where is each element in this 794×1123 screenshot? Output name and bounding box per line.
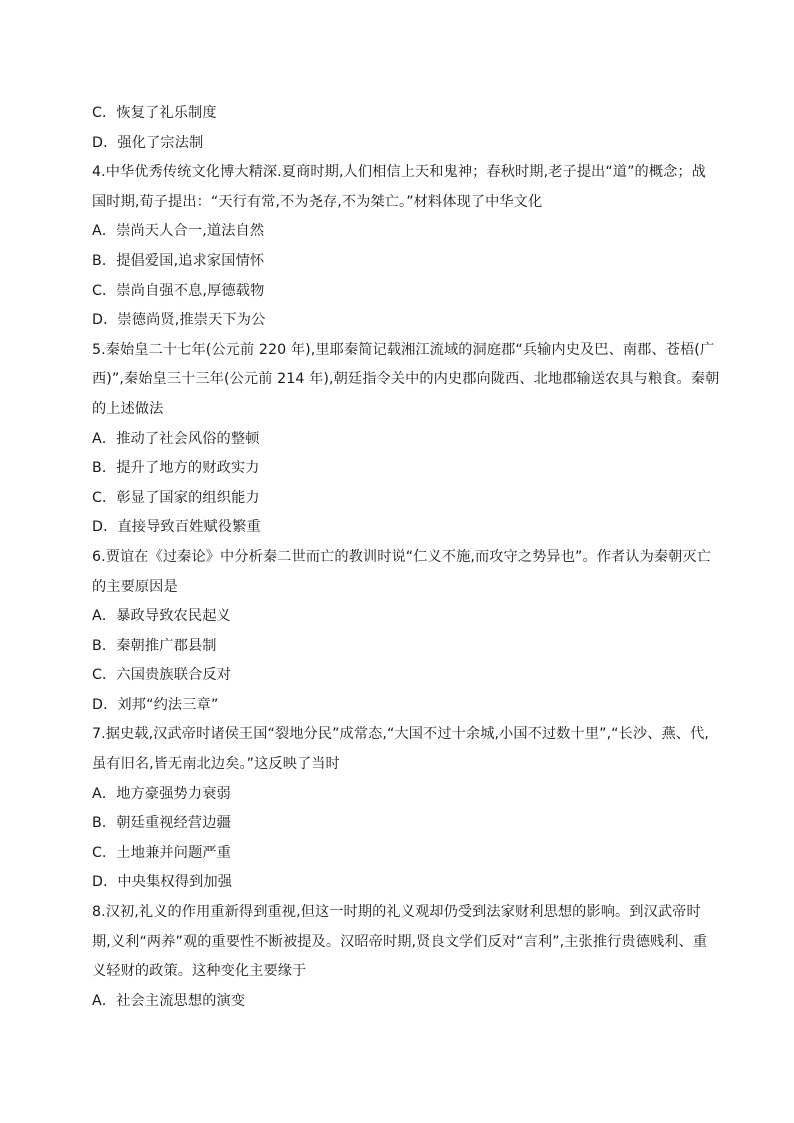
question-stem-line: 虽有旧名,皆无南北边矣。”这反映了当时 (92, 756, 340, 773)
question-stem-line: 期,义利“两养”观的重要性不断被提及。汉昭帝时期,贤良文学们反对“言利”,主张推行贵德贱利、重 (92, 933, 708, 950)
question-stem-line: 8.汉初,礼义的作用重新得到重视,但这一时期的礼义观却仍受到法家财利思想的影响。到汉武帝时 (92, 904, 701, 921)
option-d: D．强化了宗法制 (92, 134, 204, 151)
question-7 (92, 720, 709, 898)
option-a: A．地方豪强势力衰弱 (92, 785, 231, 802)
question-stem-line: 义轻财的政策。这种变化主要缘于 (92, 963, 307, 980)
option-b: B．提倡爱国,追求家国情怀 (92, 252, 265, 269)
option-a: A．暴政导致农民起义 (92, 608, 231, 625)
question-stem-line: 7.据史载,汉武帝时诸侯王国“裂地分民”成常态,“大国不过十余城,小国不过数十里”,“长沙、燕、代, (92, 726, 709, 743)
option-d: D．中央集权得到加强 (92, 874, 233, 891)
question-stem-line: 4.中华优秀传统文化博大精深.夏商时期,人们相信上天和鬼神；春秋时期,老子提出“道”的概念；战 (92, 164, 706, 181)
previous-question-options (92, 99, 704, 158)
option-b: B．提升了地方的财政实力 (92, 460, 260, 477)
question-8 (92, 898, 708, 1016)
question-stem-line: 6.贾谊在《过秦论》中分析秦二世而亡的教训时说“仁义不施,而攻守之势异也”。作者认为秦朝灭亡 (92, 548, 712, 565)
option-a: A．崇尚天人合一,道法自然 (92, 223, 265, 240)
option-b: B．朝廷重视经营边疆 (92, 815, 231, 832)
option-c: C．崇尚自强不息,厚德载物 (92, 282, 265, 299)
question-4 (92, 158, 704, 336)
option-d: D．崇德尚贤,推崇天下为公 (92, 312, 266, 329)
option-a: A．社会主流思想的演变 (92, 992, 246, 1009)
option-b: B．秦朝推广郡县制 (92, 637, 217, 654)
option-d: D．直接导致百姓赋役繁重 (92, 519, 261, 536)
question-5 (92, 336, 720, 543)
question-stem-line: 国时期,荀子提出：“天行有常,不为尧存,不为桀亡。”材料体现了中华文化 (92, 193, 543, 210)
option-a: A．推动了社会风俗的整顿 (92, 430, 260, 447)
option-c: C．土地兼并问题严重 (92, 844, 232, 861)
question-stem-line: 的上述做法 (92, 400, 164, 417)
exam-page (92, 99, 720, 1016)
question-6 (92, 543, 712, 721)
option-d: D．刘邦“约法三章” (92, 696, 219, 713)
question-stem-line: 西)”,秦始皇三十三年(公元前 214 年),朝廷指令关中的内史郡向陇西、北地郡输送农具与粮食。秦朝 (92, 371, 720, 388)
question-stem-line: 的主要原因是 (92, 578, 178, 595)
option-c: C．彰显了国家的组织能力 (92, 489, 260, 506)
option-c: C．六国贵族联合反对 (92, 667, 232, 684)
question-stem-line: 5.秦始皇二十七年(公元前 220 年),里耶秦简记载湘江流域的洞庭郡“兵输内史及巴、南郡、苍梧(广 (92, 341, 715, 358)
option-c: C．恢复了礼乐制度 (92, 105, 217, 121)
